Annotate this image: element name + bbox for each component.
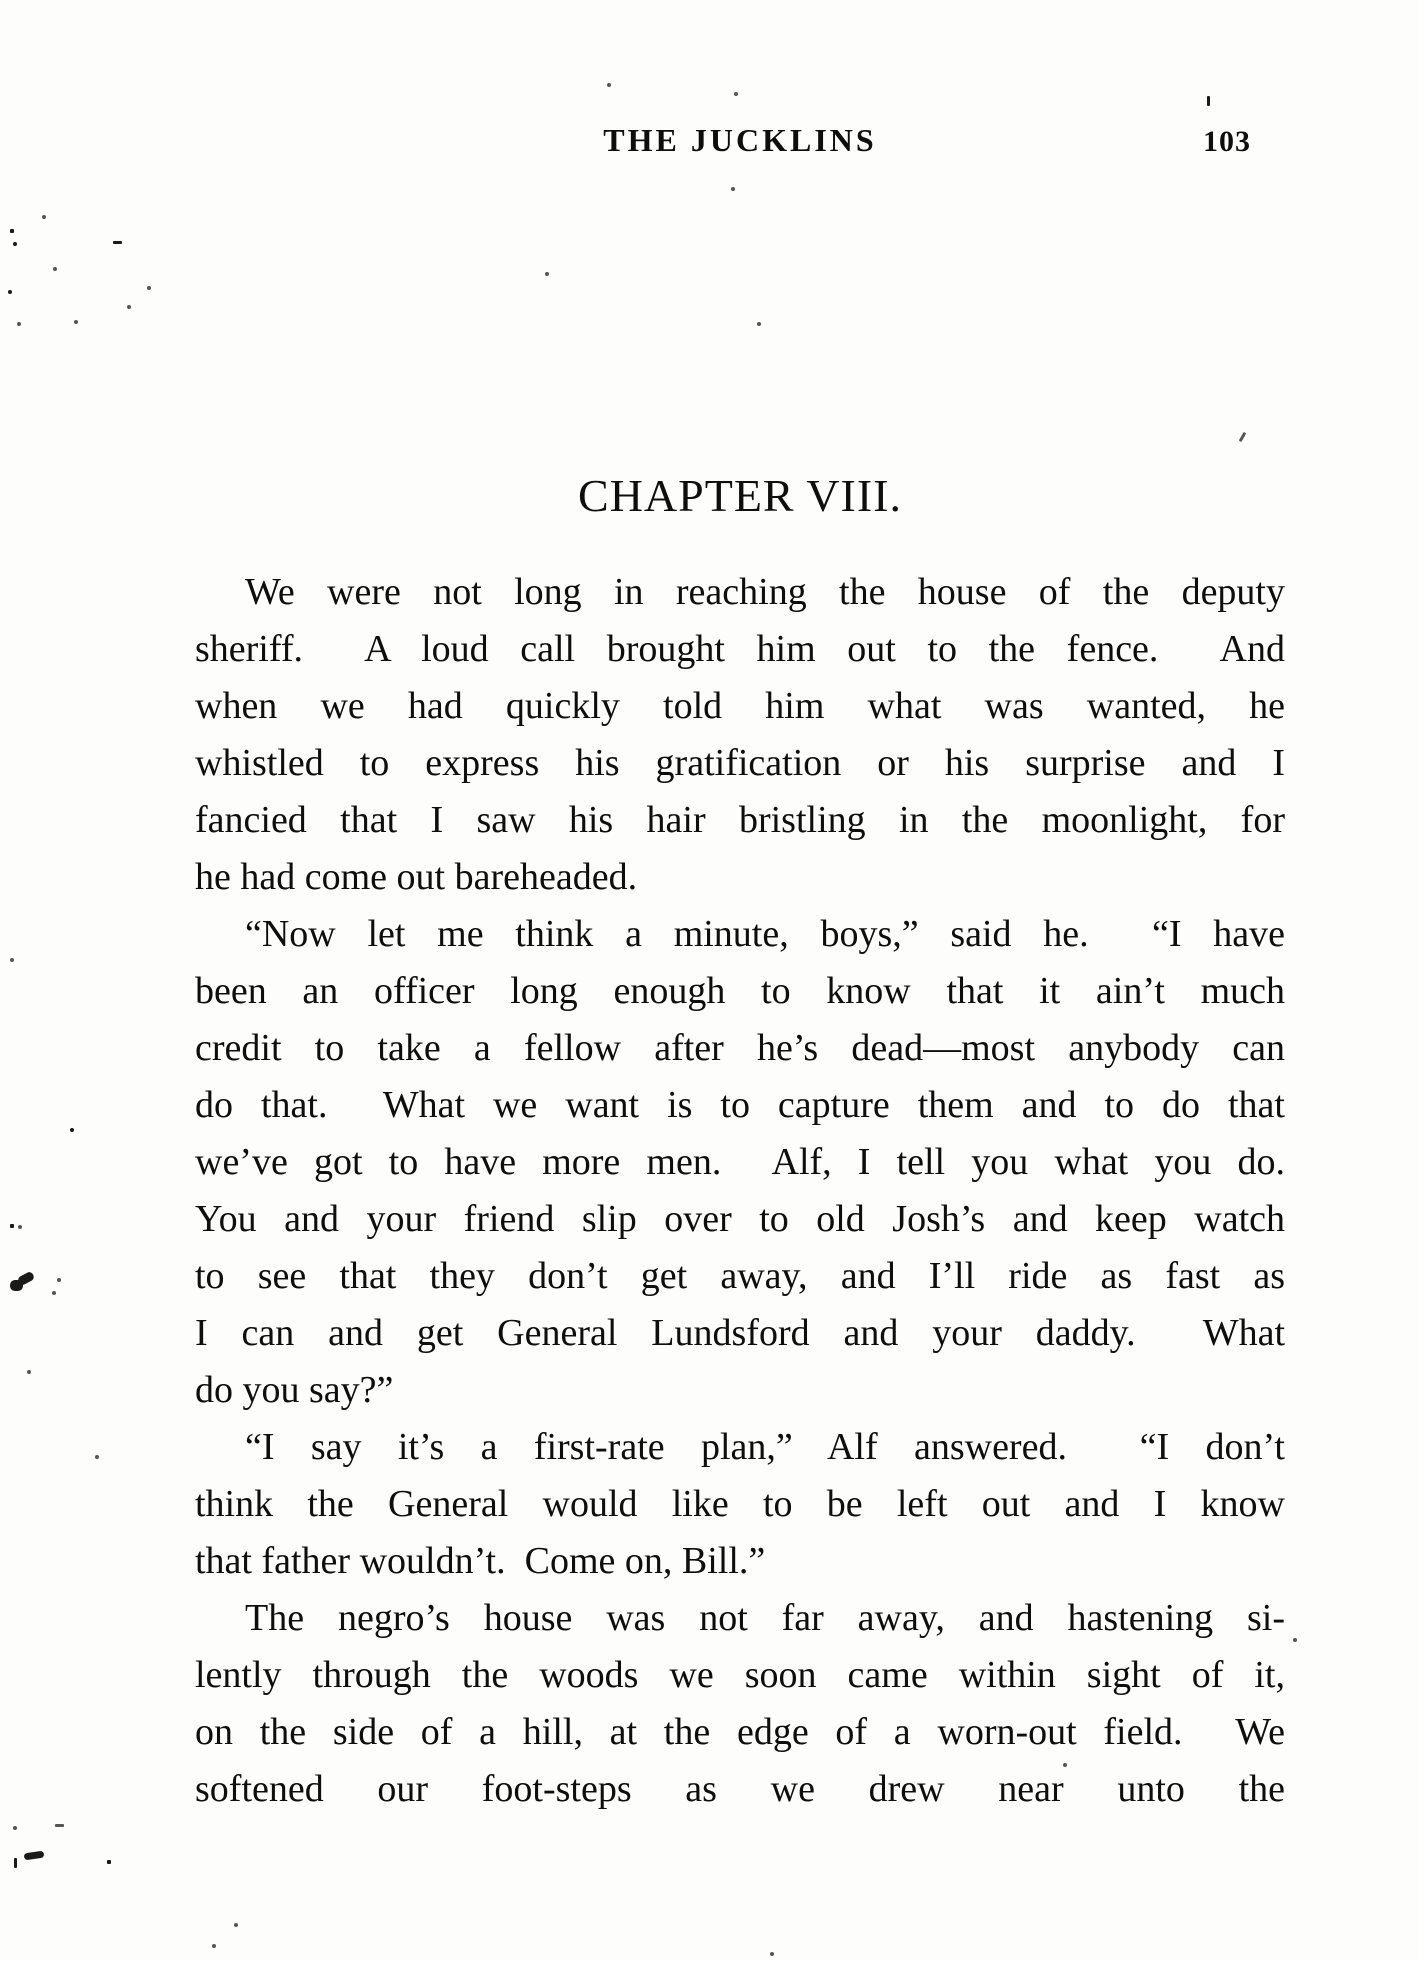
scan-speck	[52, 1291, 56, 1295]
scan-speck	[1239, 432, 1247, 442]
scan-speck	[8, 290, 12, 294]
text-line: credit to take a fellow after he’s dead—most anybody can	[195, 1027, 1285, 1069]
scan-speck	[1293, 1638, 1297, 1642]
paragraph	[195, 906, 1285, 1419]
text-line: when we had quickly told him what was wanted, he	[195, 685, 1285, 727]
scan-speck	[10, 1280, 23, 1291]
scan-speck	[57, 1278, 61, 1282]
text-line: We were not long in reaching the house of the deputy	[245, 571, 1285, 613]
scan-speck	[13, 242, 17, 246]
scan-speck	[10, 229, 14, 233]
chapter-heading: CHAPTER VIII.	[578, 470, 902, 521]
scan-speck	[113, 241, 122, 244]
scan-speck	[55, 1824, 64, 1827]
text-line: fancied that I saw his hair bristling in the moonlight, for	[195, 799, 1285, 841]
scan-speck	[14, 1858, 17, 1868]
text-line: we’ve got to have more men. Alf, I tell you what you do.	[195, 1141, 1285, 1183]
scan-speck	[731, 187, 735, 191]
scan-speck	[212, 1944, 216, 1948]
body-text	[195, 564, 1285, 1818]
scan-speck	[107, 1860, 111, 1864]
text-line: You and your friend slip over to old Josh’s and keep watch	[195, 1198, 1285, 1240]
text-line: lently through the woods we soon came within sight of it,	[195, 1654, 1285, 1696]
scan-speck	[147, 286, 151, 290]
text-line: The negro’s house was not far away, and hastening si-	[245, 1597, 1285, 1639]
scan-speck	[27, 1370, 31, 1374]
text-line: to see that they don’t get away, and I’ll ride as fast as	[195, 1255, 1285, 1297]
scan-speck	[770, 1952, 774, 1956]
scan-speck	[42, 215, 46, 219]
text-line: do you say?”	[195, 1369, 394, 1411]
scan-speck	[24, 1851, 45, 1861]
text-line: been an officer long enough to know that it ain’t much	[195, 970, 1285, 1012]
scan-speck	[74, 320, 78, 324]
running-header	[195, 120, 1285, 160]
scan-speck	[127, 305, 131, 309]
page-number: 103	[1203, 125, 1251, 158]
scan-speck	[13, 1826, 17, 1830]
scan-speck	[545, 272, 549, 276]
scan-speck	[70, 1128, 74, 1132]
text-line: think the General would like to be left out and I know	[195, 1483, 1285, 1525]
text-line: whistled to express his gratification or his surprise and I	[195, 742, 1285, 784]
scan-speck	[10, 1224, 14, 1228]
text-line: I can and get General Lundsford and your daddy. What	[195, 1312, 1285, 1354]
paragraph	[195, 1419, 1285, 1590]
scan-speck	[757, 322, 761, 326]
text-line: softened our foot-steps as we drew near unto the	[195, 1768, 1285, 1810]
text-line: on the side of a hill, at the edge of a worn-out field. We	[195, 1711, 1285, 1753]
text-line: that father wouldn’t. Come on, Bill.”	[195, 1540, 766, 1582]
scan-speck	[607, 83, 611, 87]
scan-speck	[95, 1455, 99, 1459]
scan-speck	[234, 1923, 238, 1927]
text-line: sheriff. A loud call brought him out to the fence. And	[195, 628, 1285, 670]
scan-speck	[1063, 1763, 1067, 1767]
text-line: “Now let me think a minute, boys,” said he. “I have	[245, 913, 1285, 955]
scan-speck	[10, 958, 14, 962]
text-line: “I say it’s a first-rate plan,” Alf answered. “I don’t	[245, 1426, 1285, 1468]
paragraph	[195, 564, 1285, 906]
scan-speck	[734, 92, 738, 96]
scan-speck	[17, 322, 21, 326]
text-line: do that. What we want is to capture them and to do that	[195, 1084, 1285, 1126]
scan-speck	[18, 1225, 22, 1229]
scan-speck	[53, 267, 57, 271]
paragraph	[195, 1590, 1285, 1818]
text-line: he had come out bareheaded.	[195, 856, 638, 898]
running-header-title: THE JUCKLINS	[603, 122, 877, 158]
scan-speck	[1207, 96, 1210, 106]
